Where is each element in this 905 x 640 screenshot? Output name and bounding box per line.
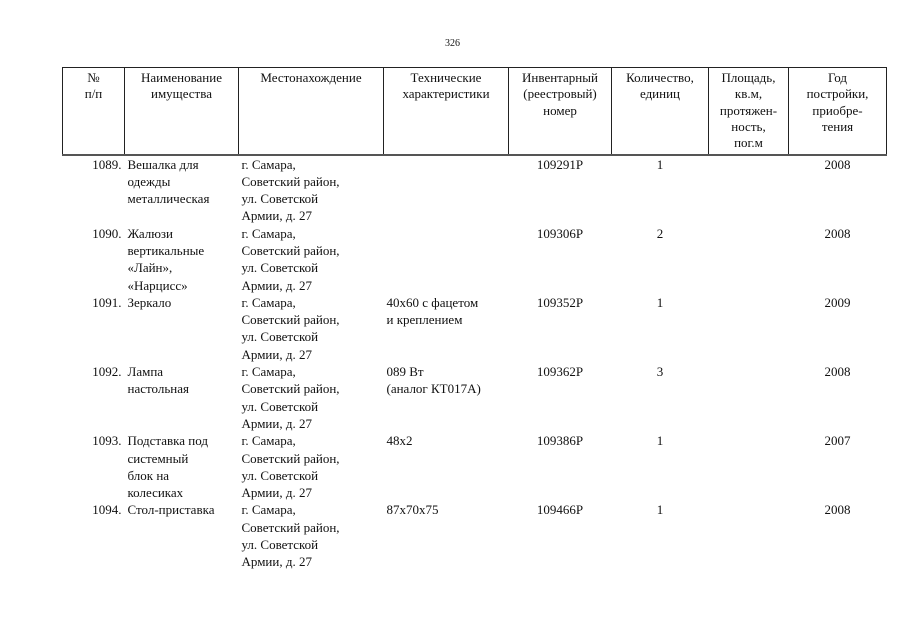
- cell-inventory: [509, 501, 612, 570]
- name-line: «Нарцисс»: [127, 277, 188, 293]
- cell-number-text: 1091.: [92, 294, 122, 310]
- cell-number-text: 1093.: [92, 433, 122, 449]
- header-line: единиц: [639, 86, 681, 102]
- cell-quantity-text: 1: [656, 433, 664, 449]
- location-line: Советский район,: [241, 381, 340, 397]
- cell-inventory-text: 109306Р: [536, 225, 584, 241]
- name-line: системный: [127, 450, 189, 466]
- cell-location: [239, 225, 384, 294]
- header-line: тения: [821, 118, 854, 134]
- location-line: Армии, д. 27: [241, 277, 312, 293]
- cell-year-text: 2007: [824, 433, 851, 449]
- col-inventory-header: [509, 68, 612, 155]
- cell-location: [239, 294, 384, 363]
- header-line: Количество,: [626, 70, 694, 85]
- table-row: [63, 225, 887, 294]
- location-line: Армии, д. 27: [241, 346, 312, 362]
- cell-number: [63, 155, 125, 225]
- col-area-header: [709, 68, 789, 155]
- cell-quantity: [612, 155, 709, 225]
- cell-name: [125, 363, 239, 432]
- cell-year-text: 2009: [824, 294, 851, 310]
- cell-tech: [384, 294, 509, 363]
- tech-line: 40х60 с фацетом: [386, 294, 479, 310]
- tech-line: 87х70х75: [386, 502, 439, 518]
- cell-name: [125, 432, 239, 501]
- cell-inventory-text: 109291Р: [536, 156, 584, 172]
- location-line: Советский район,: [241, 173, 340, 189]
- cell-year: [789, 432, 887, 501]
- name-line: настольная: [127, 381, 189, 397]
- cell-number: [63, 225, 125, 294]
- cell-number-text: 1094.: [92, 502, 122, 518]
- header-line: Местонахождение: [260, 70, 362, 85]
- cell-location: [239, 363, 384, 432]
- location-line: Советский район,: [241, 450, 340, 466]
- location-line: ул. Советской: [241, 537, 319, 553]
- header-line: Наименование: [141, 70, 222, 85]
- location-line: ул. Советской: [241, 398, 319, 414]
- location-line: г. Самара,: [241, 225, 296, 241]
- header-line: Инвентарный: [522, 70, 598, 85]
- cell-year: [789, 363, 887, 432]
- cell-number: [63, 363, 125, 432]
- tech-line: (аналог КТ017А): [386, 381, 481, 397]
- location-line: Армии, д. 27: [241, 208, 312, 224]
- cell-quantity-text: 1: [656, 156, 664, 172]
- header-line: (реестровый): [523, 86, 597, 102]
- header-row: [63, 68, 887, 155]
- cell-number: [63, 432, 125, 501]
- name-line: Стол-приставка: [127, 502, 215, 518]
- header-line: ность,: [731, 118, 766, 134]
- cell-inventory-text: 109466Р: [536, 502, 584, 518]
- table-body: [63, 155, 887, 571]
- cell-number: [63, 294, 125, 363]
- col-location-header: [239, 68, 384, 155]
- cell-location: [239, 501, 384, 570]
- cell-name: [125, 501, 239, 570]
- cell-area: [709, 432, 789, 501]
- name-line: Подставка под: [127, 433, 208, 449]
- name-line: Лампа: [127, 364, 164, 380]
- cell-tech: [384, 501, 509, 570]
- col-name-header: [125, 68, 239, 155]
- cell-quantity-text: 1: [656, 502, 664, 518]
- cell-quantity: [612, 294, 709, 363]
- cell-quantity: [612, 363, 709, 432]
- cell-year-text: 2008: [824, 156, 851, 172]
- cell-number: [63, 501, 125, 570]
- cell-tech: [384, 225, 509, 294]
- cell-inventory: [509, 155, 612, 225]
- cell-name: [125, 155, 239, 225]
- cell-inventory-text: 109362Р: [536, 364, 584, 380]
- location-line: г. Самара,: [241, 364, 296, 380]
- table-row: [63, 432, 887, 501]
- cell-year-text: 2008: [824, 225, 851, 241]
- header-line: Год: [827, 70, 848, 85]
- table-header: [63, 68, 887, 155]
- header-line: Технические: [410, 70, 482, 85]
- cell-number-text: 1089.: [92, 156, 122, 172]
- name-line: одежды: [127, 173, 171, 189]
- header-line: Площадь,: [721, 70, 776, 85]
- cell-year: [789, 155, 887, 225]
- cell-quantity-text: 1: [656, 294, 664, 310]
- page-number: 326: [445, 38, 460, 49]
- tech-line: 48х2: [386, 433, 413, 449]
- cell-area: [709, 363, 789, 432]
- location-line: Армии, д. 27: [241, 554, 312, 570]
- location-line: г. Самара,: [241, 433, 296, 449]
- tech-line: и креплением: [386, 312, 463, 328]
- name-line: «Лайн»,: [127, 260, 173, 276]
- cell-year: [789, 501, 887, 570]
- cell-area: [709, 501, 789, 570]
- cell-year: [789, 225, 887, 294]
- header-line: протяжен-: [719, 102, 778, 118]
- location-line: г. Самара,: [241, 156, 296, 172]
- table-row: [63, 294, 887, 363]
- cell-inventory: [509, 363, 612, 432]
- cell-quantity: [612, 432, 709, 501]
- name-line: Зеркало: [127, 294, 172, 310]
- cell-name: [125, 225, 239, 294]
- cell-quantity: [612, 501, 709, 570]
- cell-tech: [384, 363, 509, 432]
- cell-tech: [384, 155, 509, 225]
- name-line: металлическая: [127, 191, 210, 207]
- name-line: вертикальные: [127, 242, 205, 258]
- location-line: ул. Советской: [241, 191, 319, 207]
- col-tech-header: [384, 68, 509, 155]
- cell-area: [709, 294, 789, 363]
- cell-tech: [384, 432, 509, 501]
- location-line: г. Самара,: [241, 502, 296, 518]
- cell-year-text: 2008: [824, 364, 851, 380]
- cell-number-text: 1090.: [92, 225, 122, 241]
- cell-inventory: [509, 432, 612, 501]
- cell-location: [239, 155, 384, 225]
- header-line: характеристики: [402, 86, 490, 102]
- cell-location: [239, 432, 384, 501]
- location-line: Советский район,: [241, 519, 340, 535]
- cell-number-text: 1092.: [92, 364, 122, 380]
- location-line: ул. Советской: [241, 329, 319, 345]
- name-line: Жалюзи: [127, 225, 173, 241]
- header-line: п/п: [84, 86, 103, 102]
- location-line: ул. Советской: [241, 260, 319, 276]
- name-line: колесиках: [127, 485, 184, 501]
- name-line: блок на: [127, 467, 170, 483]
- location-line: г. Самара,: [241, 294, 296, 310]
- cell-quantity: [612, 225, 709, 294]
- cell-quantity-text: 2: [656, 225, 664, 241]
- cell-area: [709, 225, 789, 294]
- header-line: кв.м,: [734, 86, 763, 102]
- location-line: Советский район,: [241, 312, 340, 328]
- location-line: Советский район,: [241, 242, 340, 258]
- inventory-table: [62, 67, 887, 571]
- header-line: постройки,: [806, 86, 869, 102]
- col-year-header: [789, 68, 887, 155]
- cell-year-text: 2008: [824, 502, 851, 518]
- header-line: приобре-: [812, 102, 863, 118]
- cell-inventory-text: 109386Р: [536, 433, 584, 449]
- header-line: пог.м: [734, 135, 763, 151]
- location-line: Армии, д. 27: [241, 415, 312, 431]
- cell-quantity-text: 3: [656, 364, 664, 380]
- name-line: Вешалка для: [127, 156, 199, 172]
- location-line: Армии, д. 27: [241, 485, 312, 501]
- location-line: ул. Советской: [241, 467, 319, 483]
- header-line: номер: [543, 102, 577, 118]
- table-row: [63, 363, 887, 432]
- table-row: [63, 501, 887, 570]
- cell-year: [789, 294, 887, 363]
- col-quantity-header: [612, 68, 709, 155]
- cell-name: [125, 294, 239, 363]
- tech-line: 089 Вт: [386, 364, 424, 380]
- col-number-header: [63, 68, 125, 155]
- header-line: имущества: [151, 86, 212, 102]
- table-row: [63, 155, 887, 225]
- cell-inventory: [509, 225, 612, 294]
- header-line: №: [87, 70, 100, 85]
- cell-inventory: [509, 294, 612, 363]
- cell-inventory-text: 109352Р: [536, 294, 584, 310]
- cell-area: [709, 155, 789, 225]
